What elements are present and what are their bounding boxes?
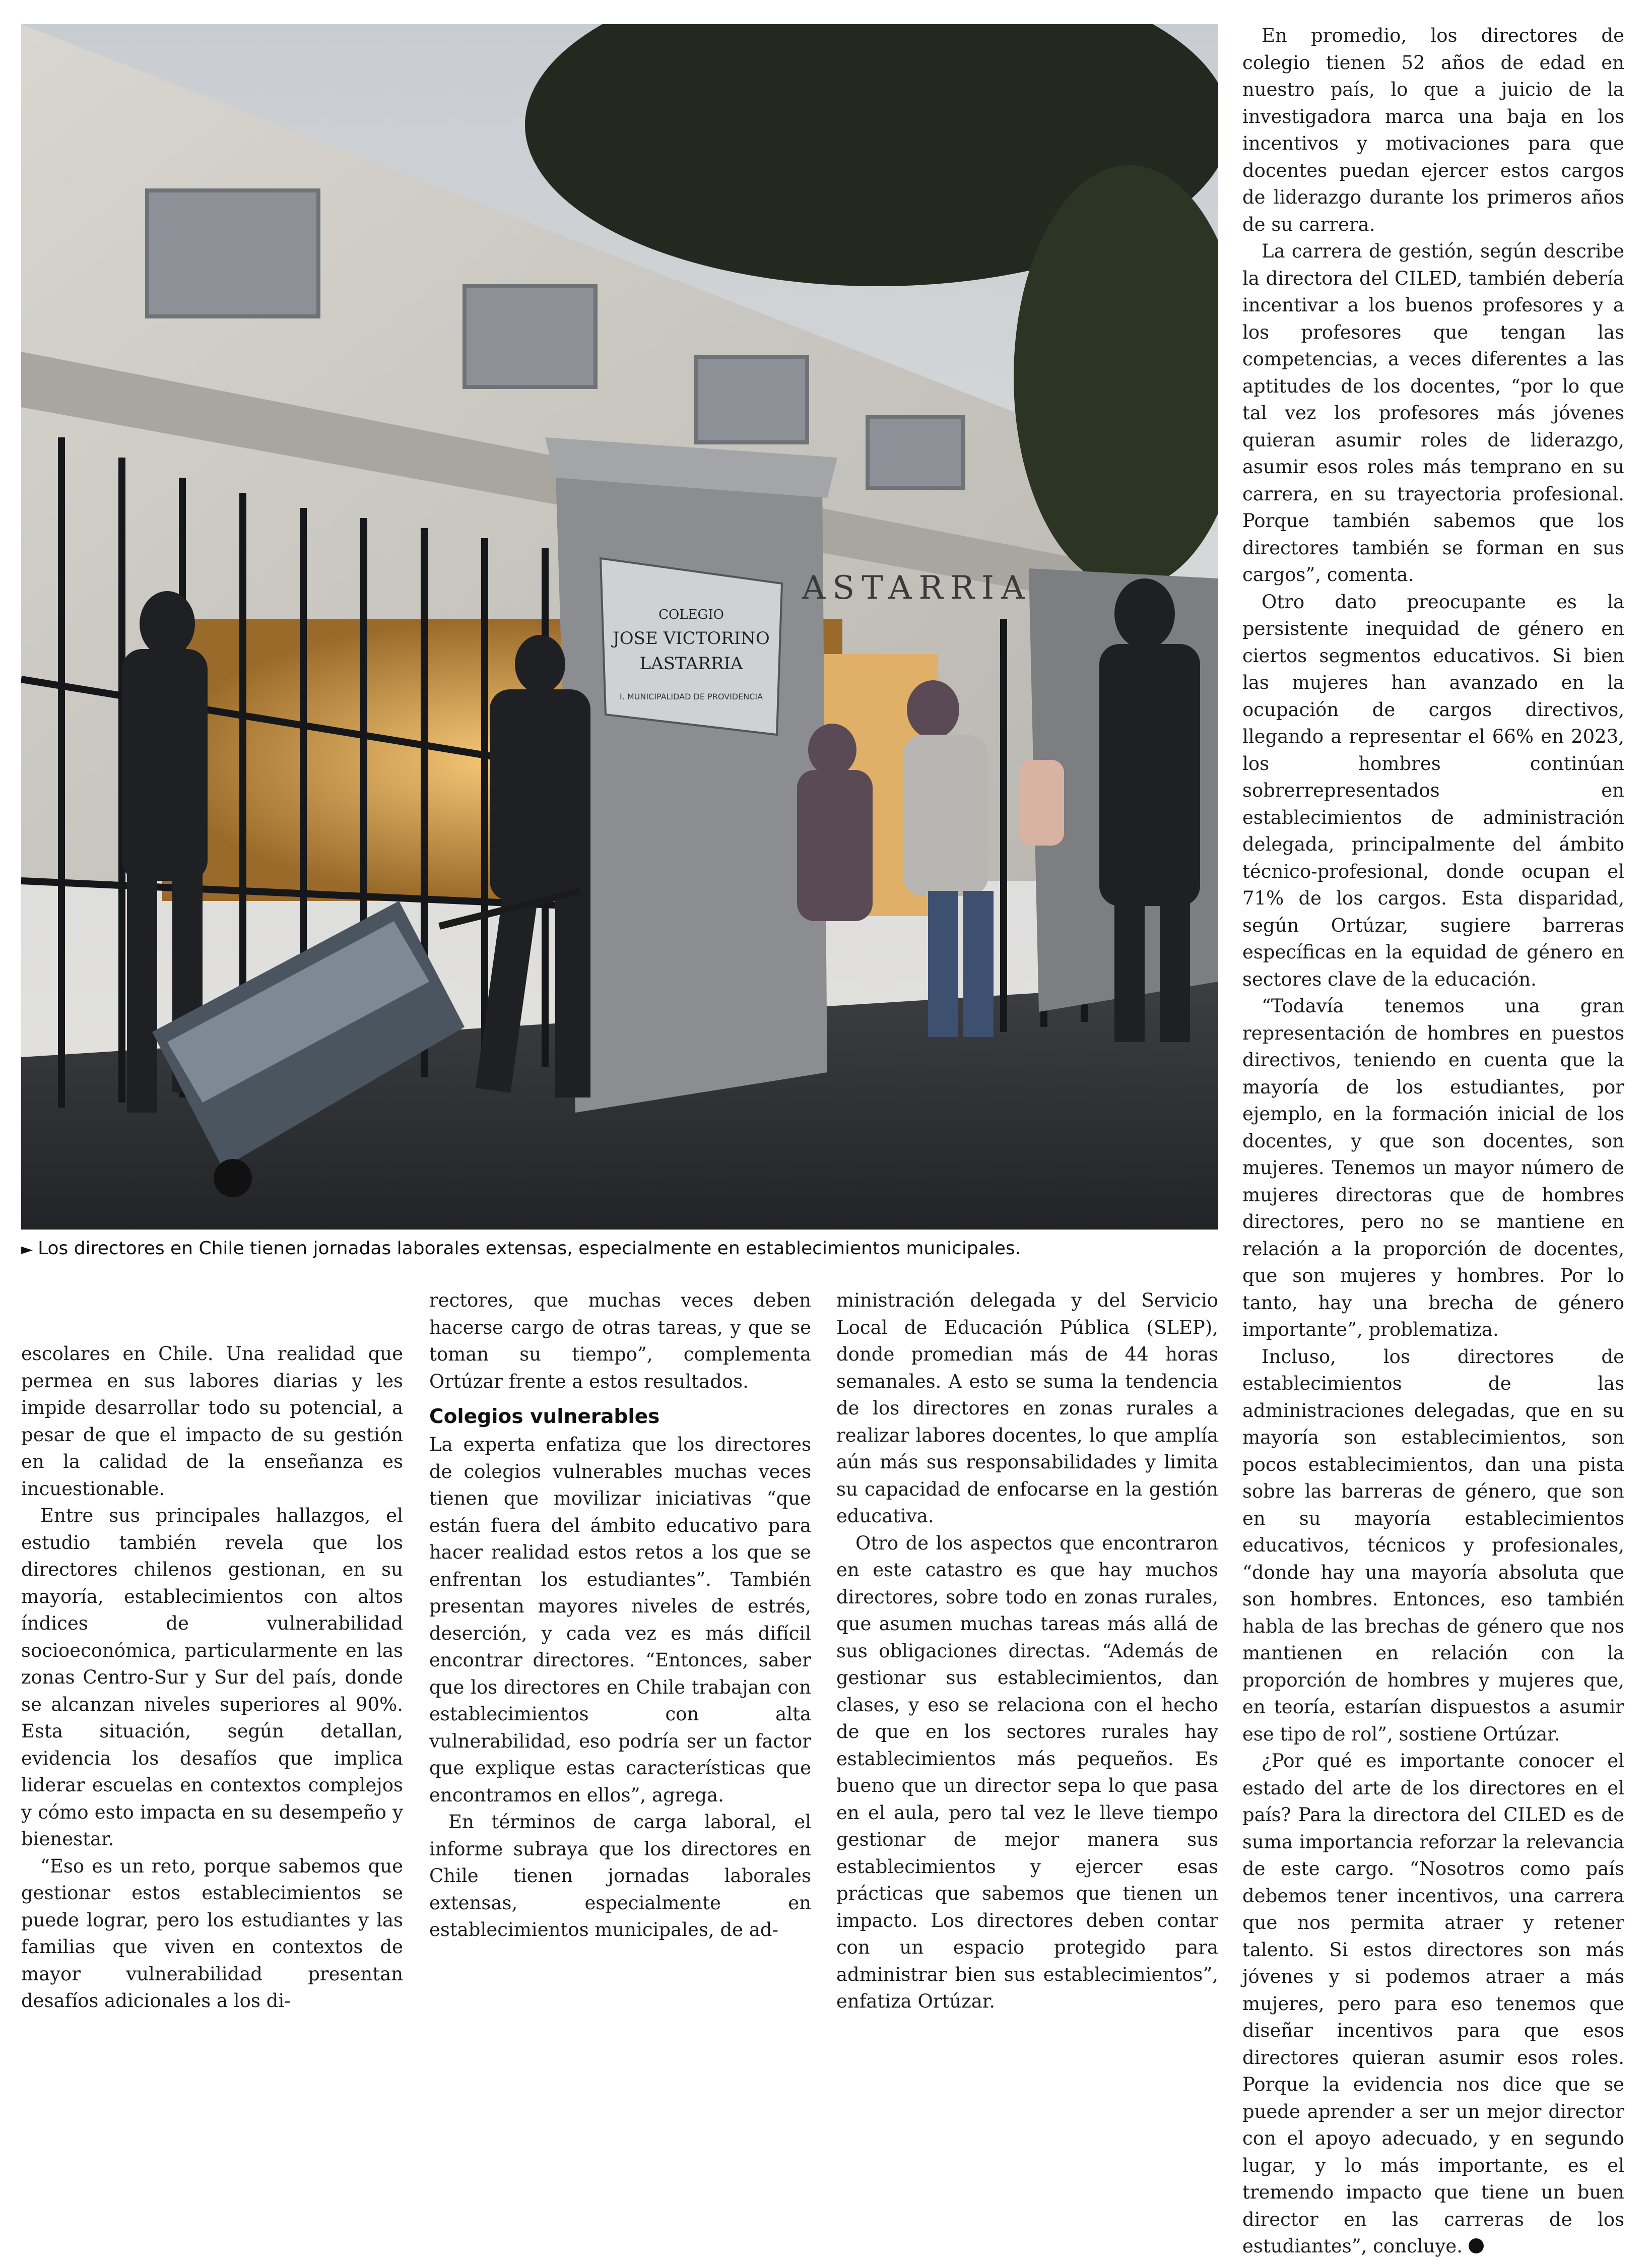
- caption-marker-icon: ►: [21, 1241, 33, 1258]
- paragraph: Incluso, los directores de establecimientos de las administraciones delegadas, que en su mayoría son establecimientos, son pocos establecimientos, dan una pista sobre las barreras de género, que son en su mayoría establecimientos educativos, técnicos y profesionales, “donde hay una mayoría absoluta que son hombres. Entonces, eso también habla de las brechas de género que nos mantienen en relación con la proporción de hombres y mujeres que, en teoría, estarían dispuestos a asumir ese tipo de rol”, sostiene Ortúzar.: [1242, 1345, 1624, 1745]
- article-column-3: [836, 1287, 1218, 2015]
- paragraph: En promedio, los directores de colegio tienen 52 años de edad en nuestro país, lo que a juicio de la investigadora marca una baja en los incentivos y motivaciones para que docentes puedan ejercer estos cargos de liderazgo durante los primeros años de su carrera.: [1242, 25, 1624, 235]
- photo-illustration: [21, 24, 1218, 1230]
- paragraph: “Eso es un reto, porque sabemos que gestionar estos establecimientos se puede lograr, pero los estudiantes y las familias que viven en contextos de mayor vulnerabilidad presentan desafíos adicionales a los di-: [21, 1855, 403, 2012]
- facade-lettering: ASTARRIA: [802, 569, 1032, 607]
- paragraph: ministración delegada y del Servicio Local de Educación Pública (SLEP), donde promedian más de 44 horas semanales. A esto se suma la tendencia de los directores en zonas rurales a realizar labores docentes, lo que amplía aún más sus responsabilidades y limita su capacidad de enfocarse en la gestión educativa.: [836, 1289, 1218, 1527]
- plaque-line-2: JOSE VICTORINO: [613, 628, 770, 649]
- article-column-4: [1242, 22, 1624, 2260]
- paragraph: “Todavía tenemos una gran representación de hombres en puestos directivos, teniendo en cuenta que la mayoría de los estudiantes, por ejemplo, en la formación inicial de los docentes, y que son docentes, son mujeres. Tenemos un mayor número de mujeres directoras que de hombres directores, pero no se mantiene en relación a la proporción de docentes, que son mujeres y hombres. Por lo tanto, hay una brecha de género importante”, problematiza.: [1242, 995, 1624, 1340]
- paragraph: La experta enfatiza que los directores de colegios vulnerables muchas veces tienen que movilizar iniciativas “que están fuera del ámbito educativo para hacer realidad estos retos a los que se enfrentan los estudiantes”. También presentan mayores niveles de estrés, deserción, y cada vez es más difícil encontrar directores. “Entonces, saber que los directores en Chile trabajan con establecimientos con alta vulnerabilidad, eso podría ser un factor que explique estas características que encontramos en ellos”, agrega.: [429, 1434, 811, 1806]
- paragraph: Entre sus principales hallazgos, el estudio también revela que los directores chilenos gestionan, en su mayoría, establecimientos con altos índices de vulnerabilidad socioeconómica, particularmente en las zonas Centro-Sur y Sur del país, donde se alcanzan niveles superiores al 90%. Esta situación, según detallan, evidencia los desafíos que implica liderar escuelas en contextos complejos y cómo esto impacta en su desempeño y bienestar.: [21, 1505, 403, 1850]
- paragraph: La carrera de gestión, según describe la directora del CILED, también debería incentivar a los buenos profesores y a los profesores que tengan las competencias, a veces diferentes a las aptitudes de los docentes, “por lo que tal vez los profesores más jóvenes quieran asumir roles de liderazgo, asumir esos roles más temprano en su carrera, en su trayectoria profesional. Porque también sabemos que los directores también se forman en sus cargos”, comenta.: [1242, 240, 1624, 586]
- paragraph-final: [1242, 1748, 1624, 2260]
- section-heading: Colegios vulnerables: [429, 1405, 660, 1428]
- plaque-line-3: LASTARRIA: [639, 654, 743, 674]
- school-entrance-photo: [21, 24, 1218, 1230]
- article-column-1: [21, 1340, 403, 2015]
- paragraph: escolares en Chile. Una realidad que permea en sus labores diarias y les impide desarrollar todo su potencial, a pesar de que el impacto de su gestión en la calidad de la enseñanza es incuestionable.: [21, 1343, 403, 1500]
- caption-text: Los directores en Chile tienen jornadas laborales extensas, especialmente en establecimientos municipales.: [38, 1238, 1021, 1259]
- photo-caption: [21, 1236, 1230, 1263]
- plaque-subline: I. MUNICIPALIDAD DE PROVIDENCIA: [619, 692, 763, 701]
- paragraph: Otro dato preocupante es la persistente inequidad de género en ciertos segmentos educativos. Si bien las mujeres han avanzado en la ocupación de cargos directivos, llegando a representar el 66% en 2023, los hombres continúan sobrerrepresentados en establecimientos de administración delegada, principalmente del ámbito técnico-profesional, donde ocupan el 71% de los cargos. Esta disparidad, según Ortúzar, sugiere barreras específicas en la equidad de género en sectores clave de la educación.: [1242, 591, 1624, 990]
- paragraph: En términos de carga laboral, el informe subraya que los directores en Chile tienen jornadas laborales extensas, especialmente en establecimientos municipales, de ad-: [429, 1811, 811, 1941]
- end-of-article-icon: [1469, 2238, 1484, 2253]
- paragraph-final-text: ¿Por qué es importante conocer el estado del arte de los directores en el país? Para la directora del CILED es de suma importancia reforzar la relevancia de este cargo. “Nosotros como país debemos tener incentivos, una carrera que nos permita atraer y retener talento. Si estos directores son más jóvenes y si podemos atraer a más mujeres, pero para eso tenemos que diseñar incentivos para que esos directores quieran asumir esos roles. Porque la evidencia nos dice que se puede aprender a ser un mejor director con el apoyo adecuado, y en segundo lugar, y lo más importante, es el tremendo impacto que tiene un buen director en las carreras de los estudiantes”, concluye.: [1242, 1750, 1624, 2257]
- plaque-line-1: COLEGIO: [658, 607, 724, 622]
- paragraph: rectores, que muchas veces deben hacerse cargo de otras tareas, y que se toman su tiempo”, complementa Ortúzar frente a estos resultados.: [429, 1289, 811, 1392]
- paragraph: Otro de los aspectos que encontraron en este catastro es que hay muchos directores, sobre todo en zonas rurales, que asumen muchas tareas más allá de sus obligaciones directas. “Además de gestionar sus establecimientos, dan clases, y eso se relaciona con el hecho de que en los sectores rurales hay establecimientos más pequeños. Es bueno que un director sepa lo que pasa en el aula, pero tal vez le lleve tiempo gestionar de mejor manera sus establecimientos y ejercer esas prácticas que sabemos que tienen un impacto. Los directores deben contar con un espacio protegido para administrar bien sus establecimientos”, enfatiza Ortúzar.: [836, 1532, 1218, 2012]
- article-column-2: [429, 1287, 811, 1944]
